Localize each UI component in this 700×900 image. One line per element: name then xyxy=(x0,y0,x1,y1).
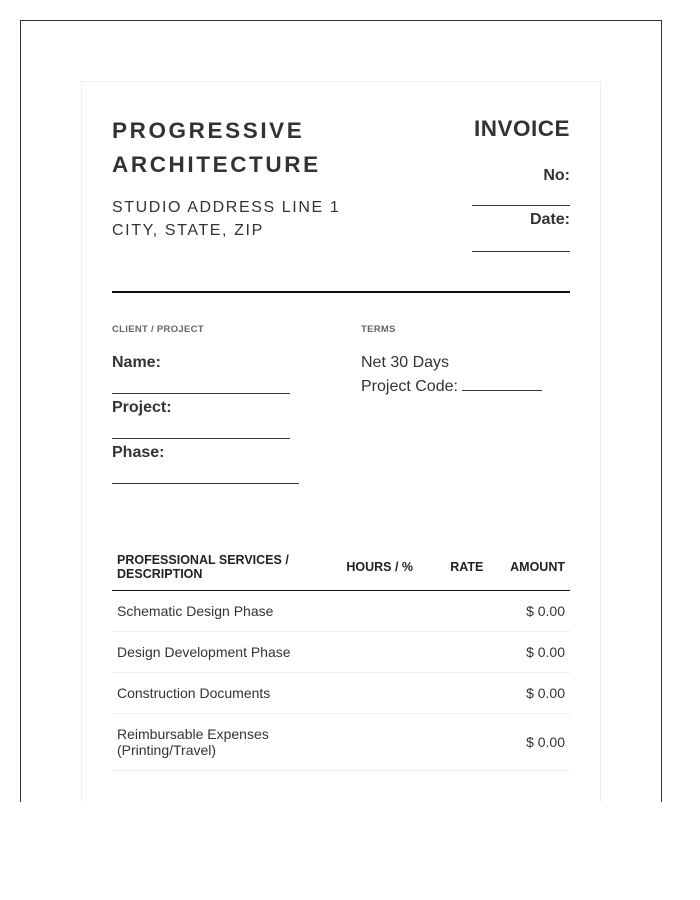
row-description: Design Development Phase xyxy=(112,632,331,673)
row-amount: $ 0.00 xyxy=(505,591,570,632)
address-line-2: CITY, STATE, ZIP xyxy=(112,222,264,239)
row-description: Construction Documents xyxy=(112,673,331,714)
row-rate[interactable] xyxy=(429,714,506,771)
project-label: Project: xyxy=(112,399,172,416)
invoice-date-line[interactable] xyxy=(472,251,570,252)
row-description: Schematic Design Phase xyxy=(112,591,331,632)
row-hours[interactable] xyxy=(331,632,429,673)
services-table xyxy=(112,543,570,771)
phase-line[interactable] xyxy=(112,483,299,484)
row-rate[interactable] xyxy=(429,591,506,632)
header-hours: HOURS / % xyxy=(331,543,429,591)
table-row xyxy=(112,632,570,673)
firm-name xyxy=(112,114,392,182)
client-name-line[interactable] xyxy=(112,393,290,394)
row-amount: $ 0.00 xyxy=(505,673,570,714)
client-name-label: Name: xyxy=(112,354,161,371)
project-code-label: Project Code: xyxy=(361,378,458,395)
project-code-line[interactable] xyxy=(462,376,542,391)
table-row xyxy=(112,591,570,632)
project-code-row xyxy=(361,376,542,396)
invoice-no-label: No: xyxy=(543,167,570,184)
row-hours[interactable] xyxy=(331,591,429,632)
header-rate: RATE xyxy=(429,543,506,591)
row-amount: $ 0.00 xyxy=(505,632,570,673)
project-line[interactable] xyxy=(112,438,290,439)
phase-label: Phase: xyxy=(112,444,165,461)
table-row xyxy=(112,714,570,771)
row-amount: $ 0.00 xyxy=(505,714,570,771)
row-rate[interactable] xyxy=(429,673,506,714)
row-rate[interactable] xyxy=(429,632,506,673)
address-line-1: STUDIO ADDRESS LINE 1 xyxy=(112,199,341,216)
row-description: Reimbursable Expenses (Printing/Travel) xyxy=(112,714,331,771)
invoice-no-line[interactable] xyxy=(472,205,570,206)
header-amount: AMOUNT xyxy=(505,543,570,591)
row-hours[interactable] xyxy=(331,673,429,714)
row-hours[interactable] xyxy=(331,714,429,771)
services-header-row xyxy=(112,543,570,591)
header-description: PROFESSIONAL SERVICES / DESCRIPTION xyxy=(112,543,331,591)
invoice-title: INVOICE xyxy=(473,116,570,141)
client-section-label: CLIENT / PROJECT xyxy=(112,324,204,335)
invoice-date-label: Date: xyxy=(529,211,570,228)
firm-name-line-2: ARCHITECTURE xyxy=(112,152,321,177)
table-row xyxy=(112,673,570,714)
firm-address xyxy=(112,196,412,242)
payment-terms: Net 30 Days xyxy=(361,354,450,371)
terms-section-label: TERMS xyxy=(361,324,396,335)
header-divider xyxy=(112,291,570,293)
firm-name-line-1: PROGRESSIVE xyxy=(112,118,305,143)
